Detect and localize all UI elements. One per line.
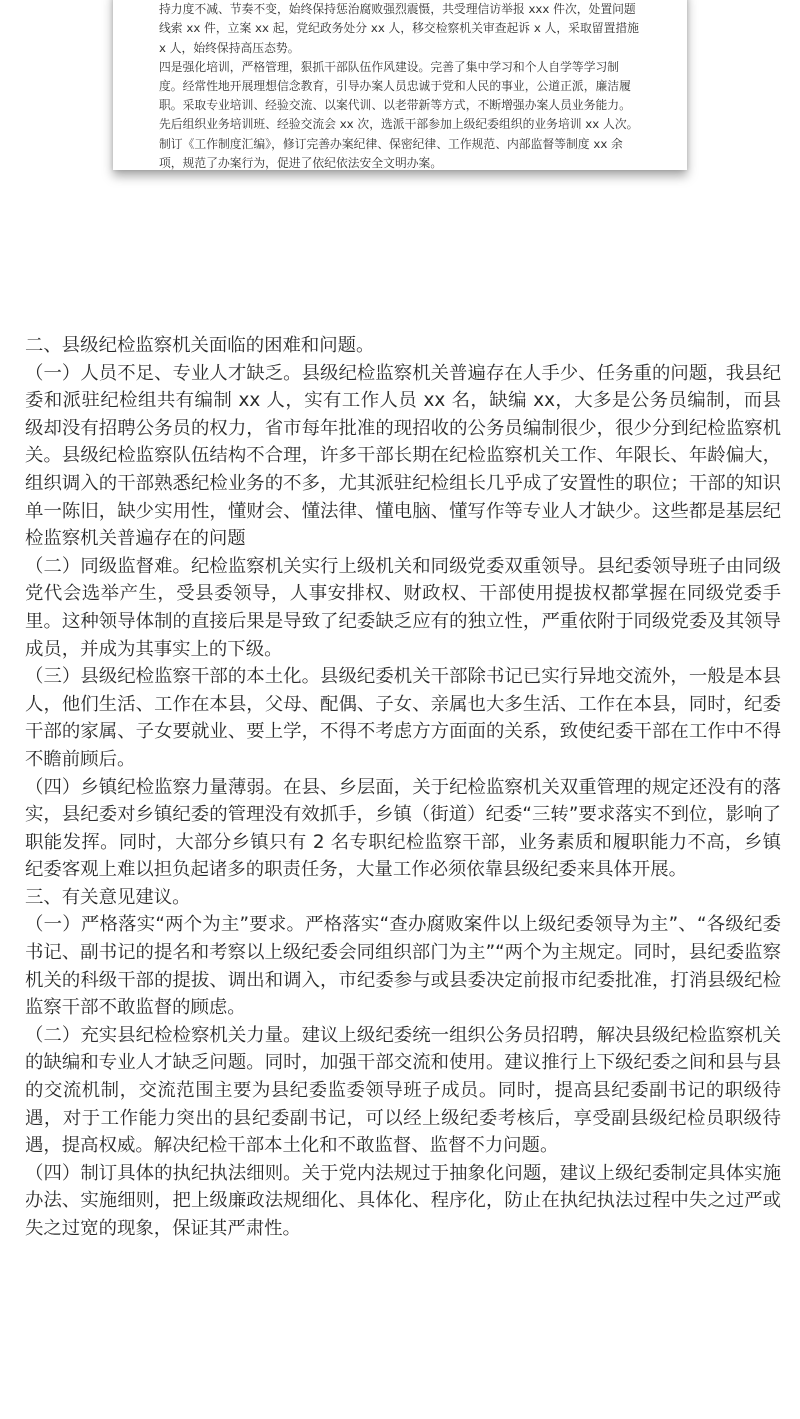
document-preview-card <box>113 0 687 170</box>
document-body <box>25 332 781 1243</box>
paragraph: （一）严格落实“两个为主”要求。严格落实“查办腐败案件以上级纪委领导为主”、“各级纪委书记、副书记的提名和考察以上级纪委会同组织部门为主”“两个为主规定。同时，县纪委监察机关的科级干部的提拔、调出和调入，市纪委参与或县委决定前报市纪委批准，打消县级纪检监察干部不敢监督的顾虑。 <box>25 914 781 1019</box>
section-heading: 二、县级纪检监察机关面临的困难和问题。 <box>25 335 375 356</box>
paragraph: （三）县级纪检监察干部的本土化。县级纪委机关干部除书记已实行异地交流外，一般是本县人，他们生活、工作在本县，父母、配偶、子女、亲属也大多生活、工作在本县，同时，纪委干部的家属、子女要就业、要上学，不得不考虑方方面面的关系，致使纪委干部在工作中不得不瞻前顾后。 <box>25 666 781 770</box>
paragraph: （四）制订具体的执纪执法细则。关于党内法规过于抽象化问题，建议上级纪委制定具体实施办法、实施细则，把上级廉政法规细化、具体化、程序化，防止在执纪执法过程中失之过严或失之过宽的现象，保证其严肃性。 <box>25 1162 781 1239</box>
document-preview-text <box>159 0 639 173</box>
paragraph: （二）同级监督难。纪检监察机关实行上级机关和同级党委双重领导。县纪委领导班子由同级党代会选举产生，受县委领导，人事安排权、财政权、干部使用提拔权都掌握在同级党委手里。这种领导体制的直接后果是导致了纪委缺乏应有的独立性，严重依附于同级党委及其领导成员，并成为其事实上的下级。 <box>25 555 781 660</box>
preview-paragraph: 四是强化培训，严格管理，狠抓干部队伍作风建设。完善了集中学习和个人自学等学习制度。经常性地开展理想信念教育，引导办案人员忠诚于党和人民的事业，公道正派，廉洁履职。采取专业培训、经验交流、以案代训、以老带新等方式，不断增强办案人员业务能力。先后组织业务培训班、经验交流会 xx 次，选派干部参加上级纪委组织的业务培训 xx 人次。制订《工作制度汇编》，修订完善办案纪律、保密纪律、工作规范、内部监督等制度 xx 余项，规范了办案行为，促进了依纪依法安全文明办案。 <box>159 59 639 170</box>
paragraph: （四）乡镇纪检监察力量薄弱。在县、乡层面，关于纪检监察机关双重管理的规定还没有的落实，县纪委对乡镇纪委的管理没有效抓手，乡镇（街道）纪委“三转”要求落实不到位，影响了职能发挥。同时，大部分乡镇只有 2 名专职纪检监察干部，业务素质和履职能力不高，乡镇纪委客观上难以担负起诸多的职责任务，大量工作必须依靠县级纪委来具体开展。 <box>25 776 781 881</box>
paragraph: （二）充实县纪检检察机关力量。建议上级纪委统一组织公务员招聘，解决县级纪检监察机关的缺编和专业人才缺乏问题。同时，加强干部交流和使用。建议推行上下级纪委之间和县与县的交流机制，交流范围主要为县纪委监委领导班子成员。同时，提高县纪委副书记的职级待遇，对于工作能力突出的县纪委副书记，可以经上级纪委考核后，享受副县级纪检员职级待遇，提高权威。解决纪检干部本土化和不敢监督、监督不力问题。 <box>25 1024 781 1157</box>
section-heading: 三、有关意见建议。 <box>25 886 191 908</box>
paragraph: （一）人员不足、专业人才缺乏。县级纪检监察机关普遍存在人手少、任务重的问题，我县纪委和派驻纪检组共有编制 xx 人，实有工作人员 xx 名，缺编 xx，大多是公务员编制，而县级却没有招聘公务员的权力，省市每年批准的现招收的公务员编制很少，很少分到纪检监察机关。县级纪检监察队伍结构不合理，许多干部长期在纪检监察机关工作、年限长、年龄偏大，组织调入的干部熟悉纪检业务的不多，尤其派驻纪检组长几乎成了安置性的职位；干部的知识单一陈旧，缺少实用性，懂财会、懂法律、懂电脑、懂写作等专业人才缺少。这些都是基层纪检监察机关普遍存在的问题 <box>25 362 781 550</box>
preview-paragraph: 持力度不减、节奏不变，始终保持惩治腐败强烈震慑，共受理信访举报 xxx 件次，处置问题线索 xx 件，立案 xx 起，党纪政务处分 xx 人，移交检察机关审查起诉 x 人，采取留置措施 x 人，始终保持高压态势。 <box>159 2 639 55</box>
